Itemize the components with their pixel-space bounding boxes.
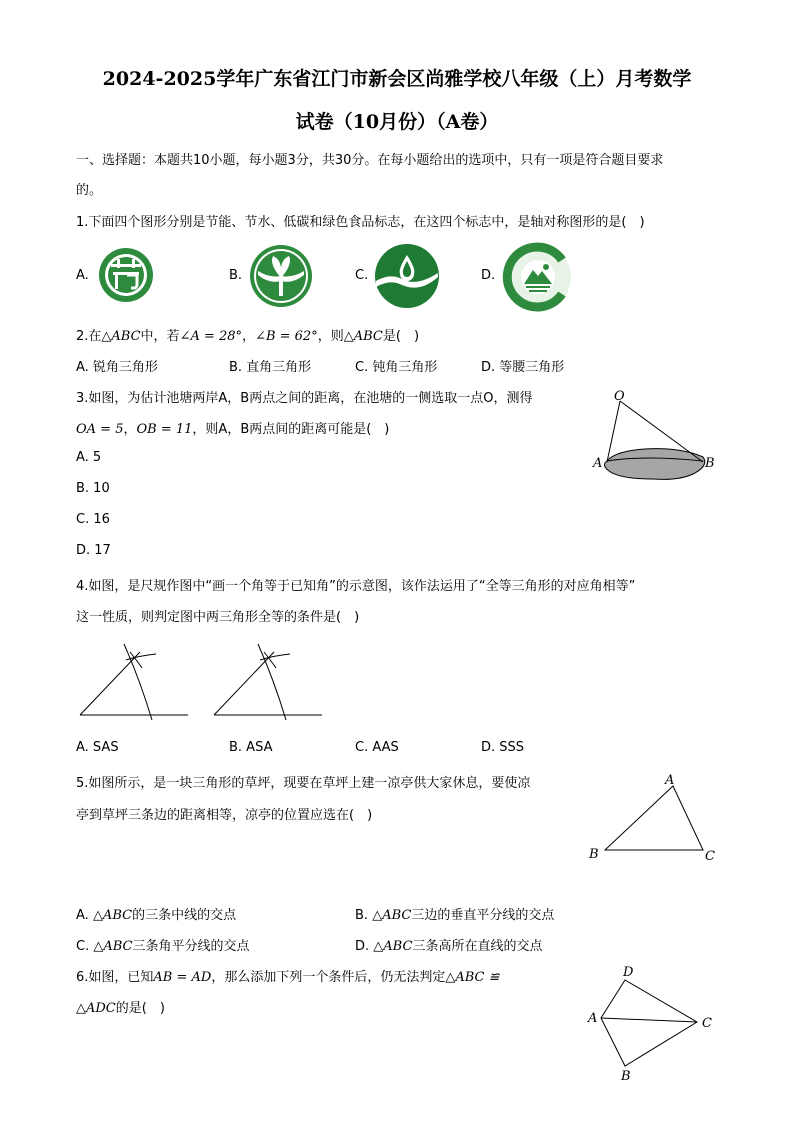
q1-option-a-label: A. <box>76 268 89 283</box>
q2-angle-a: ∠A = 28° <box>179 329 243 344</box>
q5-option-c <box>76 935 250 954</box>
q5-label-c: C <box>705 849 715 864</box>
q4-option-d: D. SSS <box>481 740 525 755</box>
q1-option-d-label: D. <box>481 268 496 283</box>
q3-line2-rest: ，则A，B两点间的距离可能是( ) <box>192 422 390 437</box>
question-5-line2: 亭到草坪三条边的距离相等，凉亭的位置应选在( ) <box>76 808 373 823</box>
q2-mid2: ，则 <box>317 329 344 344</box>
q3-option-c: C. 16 <box>76 512 110 527</box>
q5-option-a-letter: A. <box>76 908 89 923</box>
q4-option-b: B. ASA <box>229 740 273 755</box>
q6-label-d: D <box>623 965 634 980</box>
q2-triangle-2: △ABC <box>343 329 383 344</box>
low-carbon-logo-icon <box>502 242 572 312</box>
q6-suffix: 的是( ) <box>115 1001 165 1016</box>
question-6-line1 <box>76 966 500 985</box>
q2-option-d: D. 等腰三角形 <box>481 360 565 375</box>
question-4-line2: 这一性质，则判定图中两三角形全等的条件是( ) <box>76 610 360 625</box>
q2-comma: ， <box>242 329 256 344</box>
q3-ob: OB = 11 <box>136 422 193 437</box>
q5-option-b-text: 三边的垂直平分线的交点 <box>411 908 555 923</box>
question-2-stem <box>76 325 419 344</box>
q5-option-c-tri: △ABC <box>93 939 133 954</box>
q2-option-a: A. 锐角三角形 <box>76 360 158 375</box>
q5-label-a: A <box>665 773 675 788</box>
question-3-line2 <box>76 418 389 437</box>
q1-option-c-label: C. <box>355 268 369 283</box>
q5-triangle-figure <box>585 770 725 870</box>
q2-prefix: 2.在 <box>76 329 102 344</box>
q4-option-a: A. SAS <box>76 740 119 755</box>
q6-label-c: C <box>702 1016 712 1031</box>
q5-option-a-tri: △ABC <box>92 908 133 923</box>
q5-option-d <box>355 935 542 954</box>
q5-option-c-text: 三条角平分线的交点 <box>132 939 250 954</box>
q3-label-o: O <box>614 389 625 404</box>
q2-mid1: 中，若 <box>140 329 180 344</box>
q3-option-d: D. 17 <box>76 543 111 558</box>
q6-mid: ，那么添加下列一个条件后，仍无法判定 <box>211 970 446 985</box>
q6-kite-figure <box>585 962 725 1087</box>
q5-option-b-letter: B. <box>355 908 369 923</box>
q5-option-d-text: 三条高所在直线的交点 <box>412 939 543 954</box>
water-saving-logo-icon <box>374 243 440 309</box>
question-1-stem: 1.下面四个图形分别是节能、节水、低碳和绿色食品标志，在这四个标志中，是轴对称图形的是( ) <box>76 215 645 230</box>
q5-option-b <box>355 904 554 923</box>
q5-option-a-text: 的三条中线的交点 <box>132 908 237 923</box>
q5-option-d-tri: △ABC <box>373 939 413 954</box>
q3-sep: ， <box>123 422 137 437</box>
q2-angle-b: ∠B = 62° <box>255 329 318 344</box>
q5-option-d-letter: D. <box>355 939 370 954</box>
q6-triangle-1: △ABC ≌ <box>445 970 500 985</box>
page-title-line1: 2024-2025学年广东省江门市新会区尚雅学校八年级（上）月考数学 <box>102 68 692 90</box>
q4-option-c: C. AAS <box>355 740 399 755</box>
green-food-logo-icon <box>249 244 313 308</box>
q6-label-a: A <box>588 1011 598 1026</box>
q6-prefix: 6.如图，已知 <box>76 970 154 985</box>
section-instructions-line1: 一、选择题：本题共10小题，每小题3分，共30分。在每小题给出的选项中，只有一项是符合题目要求 <box>76 153 664 168</box>
q3-pond-figure <box>585 385 725 485</box>
page-title-line2: 试卷（10月份）（A卷） <box>295 111 499 133</box>
q2-option-c: C. 钝角三角形 <box>355 360 438 375</box>
energy-saving-logo-icon <box>97 246 155 304</box>
question-5-line1: 5.如图所示，是一块三角形的草坪，现要在草坪上建一凉亭供大家休息，要使凉 <box>76 776 531 791</box>
question-4-line1: 4.如图，是尺规作图中“画一个角等于已知角”的示意图，该作法运用了“全等三角形的对应角相等” <box>76 579 636 594</box>
q6-label-b: B <box>621 1069 631 1084</box>
q5-label-b: B <box>589 847 599 862</box>
q2-suffix: 是( ) <box>382 329 420 344</box>
question-3-line1: 3.如图，为估计池塘两岸A，B两点之间的距离，在池塘的一侧选取一点O，测得 <box>76 391 533 406</box>
q3-oa: OA = 5 <box>76 422 124 437</box>
q5-option-b-tri: △ABC <box>372 908 412 923</box>
q3-option-a: A. 5 <box>76 450 102 465</box>
q3-label-a: A <box>593 456 603 471</box>
q5-option-a <box>76 904 236 923</box>
question-6-line2 <box>76 997 165 1016</box>
q3-label-b: B <box>705 456 715 471</box>
q5-option-c-letter: C. <box>76 939 90 954</box>
q3-option-b: B. 10 <box>76 481 110 496</box>
section-instructions-line2: 的。 <box>76 183 103 198</box>
q6-triangle-2: △ADC <box>76 1001 116 1016</box>
q4-construction-figure-1 <box>78 640 190 725</box>
q1-option-b-label: B. <box>229 268 243 283</box>
q2-option-b: B. 直角三角形 <box>229 360 312 375</box>
q2-triangle: △ABC <box>101 329 141 344</box>
q6-equation: AB = AD <box>153 970 212 985</box>
q4-construction-figure-2 <box>212 640 324 725</box>
